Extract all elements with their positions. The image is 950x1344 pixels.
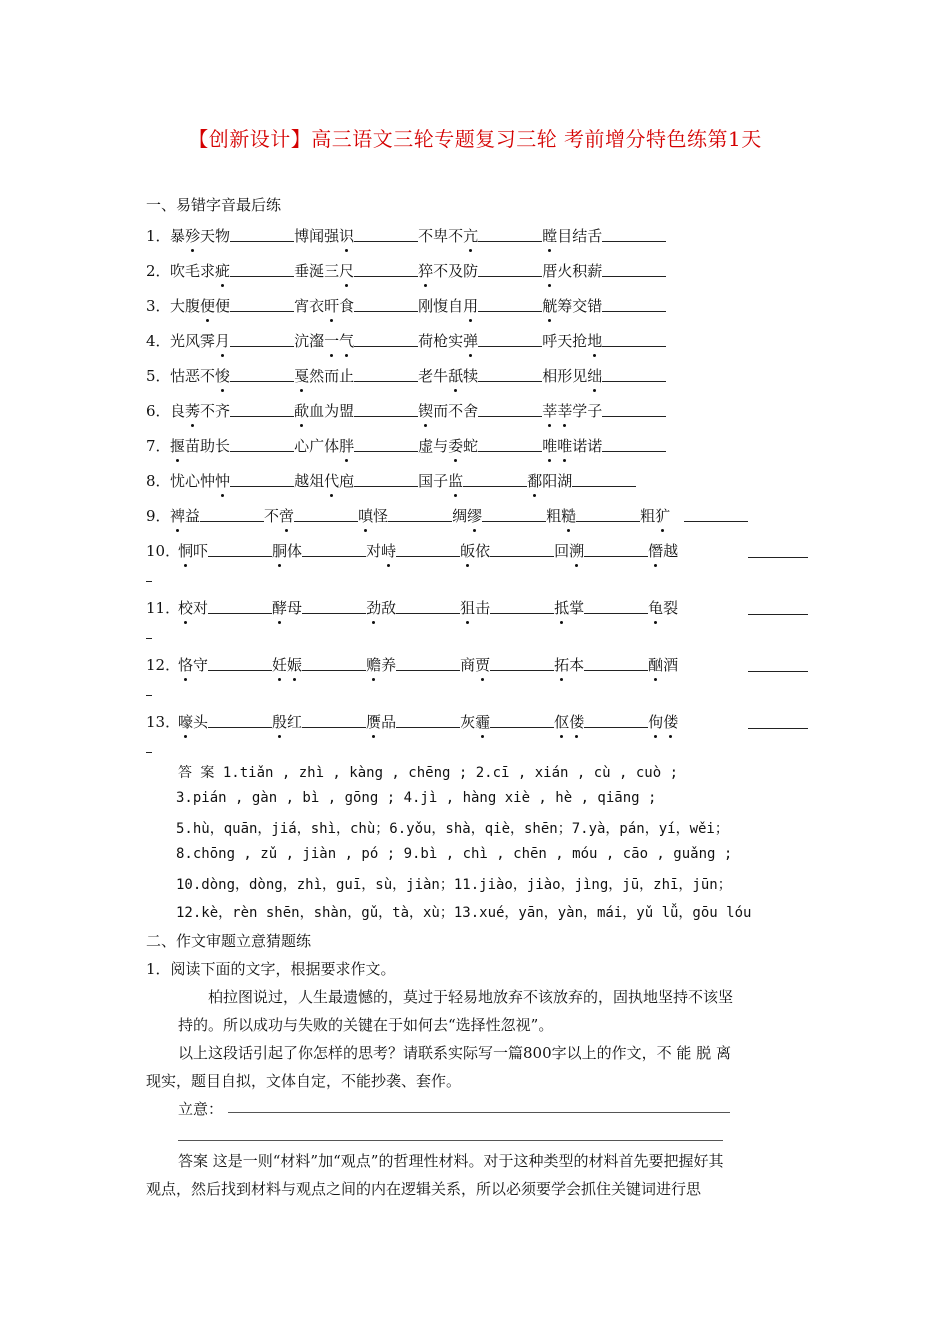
row-number: 11． <box>146 599 181 617</box>
term: 呼天抢地 <box>542 332 603 350</box>
liyi-label: 立意： <box>178 1100 224 1118</box>
term: 觥筹交错 <box>542 297 603 315</box>
term: 莘莘学子 <box>542 402 603 420</box>
term: 绸缪 <box>452 507 483 525</box>
row-number: 9． <box>146 507 171 525</box>
section-heading-1: 一、易错字音最后练 <box>146 196 282 214</box>
answer-blank[interactable] <box>602 380 666 382</box>
question-row-2 <box>146 257 666 281</box>
term: 胴体 <box>272 542 303 560</box>
term: 龟裂 <box>648 599 679 617</box>
question-row-5 <box>146 362 666 386</box>
answer-blank[interactable] <box>478 275 542 277</box>
answer-blank[interactable] <box>396 726 460 728</box>
answer-blank[interactable] <box>478 380 542 382</box>
prompt-line-1: 以上这段话引起了你怎样的思考？请联系实际写一篇800字以上的作文，不 能 脱 离 <box>178 1044 731 1062</box>
term: 吹毛求疵 <box>170 262 231 280</box>
answer-2-line-1: 答案 这是一则“材料”加“观点”的哲理性材料。对于这种类型的材料首先要把握好其 <box>178 1152 724 1170</box>
answer-blank[interactable] <box>602 450 666 452</box>
liyi-answer-line-2[interactable] <box>178 1140 723 1141</box>
answer-blank[interactable] <box>354 275 418 277</box>
answer-blank[interactable] <box>396 669 460 671</box>
answer-blank[interactable] <box>200 520 264 522</box>
term: 粗犷 <box>640 507 671 525</box>
answer-blank[interactable] <box>463 485 527 487</box>
row-number: 12． <box>146 656 181 674</box>
answer-line-6: 12.kè，rèn shēn，shàn，gǔ，tà，xù；13.xué，yān，yàn，mái，yǔ lǚ，gōu lóu <box>176 905 752 921</box>
term: 皈依 <box>460 542 491 560</box>
question-row-1 <box>146 222 666 246</box>
answer-blank[interactable] <box>602 415 666 417</box>
row-number: 13． <box>146 713 181 731</box>
term: 嚎头 <box>178 713 209 731</box>
answer-blank[interactable] <box>230 310 294 312</box>
question-row-12 <box>146 651 678 675</box>
term: 宵衣旰食 <box>294 297 355 315</box>
term: 殷红 <box>272 713 303 731</box>
term: 抵掌 <box>554 599 585 617</box>
question-row-11 <box>146 594 678 618</box>
answer-blank-continuation <box>146 581 152 582</box>
term: 博闻强识 <box>294 227 355 245</box>
answer-blank[interactable] <box>748 671 808 672</box>
term: 裨益 <box>170 507 201 525</box>
answer-blank[interactable] <box>684 520 748 522</box>
answer-line-3: 5.hù，quān，jiá，shì，chù；6.yǒu，shà，qiè，shēn；7.yà，pán，yí，wěi； <box>176 821 729 837</box>
answer-blank[interactable] <box>302 555 366 557</box>
question-row-3 <box>146 292 666 316</box>
answer-blank[interactable] <box>354 485 418 487</box>
answer-blank-continuation <box>146 695 152 696</box>
answer-blank[interactable] <box>572 485 636 487</box>
term: 刚愎自用 <box>418 297 479 315</box>
answer-blank[interactable] <box>302 612 366 614</box>
answer-blank[interactable] <box>230 240 294 242</box>
answer-2-line-2: 观点，然后找到材料与观点之间的内在逻辑关系，所以必须要学会抓住关键词进行思 <box>146 1180 702 1198</box>
term: 良莠不齐 <box>170 402 231 420</box>
answer-blank[interactable] <box>748 614 808 615</box>
term: 光风霁月 <box>170 332 231 350</box>
question-row-6 <box>146 397 666 421</box>
answer-blank[interactable] <box>478 240 542 242</box>
answer-blank[interactable] <box>388 520 452 522</box>
term: 虚与委蛇 <box>418 437 479 455</box>
row-number: 1． <box>146 227 171 245</box>
answer-blank[interactable] <box>602 310 666 312</box>
answer-blank[interactable] <box>230 415 294 417</box>
term: 赝品 <box>366 713 397 731</box>
answer-blank[interactable] <box>208 612 272 614</box>
question-row-10 <box>146 537 678 561</box>
term: 戛然而止 <box>294 367 355 385</box>
term: 回溯 <box>554 542 585 560</box>
term: 猝不及防 <box>418 262 479 280</box>
answer-blank[interactable] <box>354 380 418 382</box>
row-number: 3． <box>146 297 171 315</box>
section-heading-2: 二、作文审题立意猜题练 <box>146 932 312 950</box>
answer-blank[interactable] <box>490 612 554 614</box>
row-number: 6． <box>146 402 171 420</box>
term: 酗酒 <box>648 656 679 674</box>
term: 酵母 <box>272 599 303 617</box>
question-row-7 <box>146 432 666 456</box>
answer-blank[interactable] <box>230 450 294 452</box>
term: 僭越 <box>648 542 679 560</box>
answer-blank[interactable] <box>602 275 666 277</box>
page-title: 【创新设计】高三语文三轮专题复习三轮 考前增分特色练第1天 <box>188 127 762 151</box>
term: 怙恶不悛 <box>170 367 231 385</box>
term: 歃血为盟 <box>294 402 355 420</box>
term: 赡养 <box>366 656 397 674</box>
answer-blank[interactable] <box>230 345 294 347</box>
answer-blank[interactable] <box>584 726 648 728</box>
answer-blank[interactable] <box>354 415 418 417</box>
term: 不啻 <box>264 507 295 525</box>
material-line-2: 持的。所以成功与失败的关键在于如何去“选择性忽视”。 <box>178 1016 554 1034</box>
answer-blank[interactable] <box>490 726 554 728</box>
term: 厝火积薪 <box>542 262 603 280</box>
term: 老牛舐犊 <box>418 367 479 385</box>
answer-blank[interactable] <box>490 669 554 671</box>
term: 鄱阳湖 <box>527 472 573 490</box>
answer-blank[interactable] <box>490 555 554 557</box>
answer-blank[interactable] <box>354 240 418 242</box>
answer-blank[interactable] <box>478 310 542 312</box>
answer-blank[interactable] <box>354 310 418 312</box>
term: 对峙 <box>366 542 397 560</box>
term: 佝偻 <box>648 713 679 731</box>
answer-blank[interactable] <box>230 485 294 487</box>
question-row-9 <box>146 502 748 526</box>
term: 妊娠 <box>272 656 303 674</box>
answer-blank[interactable] <box>584 555 648 557</box>
answer-line-1: 答 案 1.tiǎn , zhì , kàng , chēng ; 2.cī , xián , cù , cuò ; <box>178 765 679 781</box>
answer-blank[interactable] <box>230 275 294 277</box>
term: 国子监 <box>418 472 464 490</box>
term: 垂涎三尺 <box>294 262 355 280</box>
answer-blank[interactable] <box>478 345 542 347</box>
answer-blank[interactable] <box>294 520 358 522</box>
answer-line-5: 10.dòng，dòng，zhì，guī，sù，jiàn；11.jiào，jiào，jìng，jū，zhī，jūn； <box>176 877 732 893</box>
answer-blank[interactable] <box>748 557 808 558</box>
answer-blank[interactable] <box>576 520 640 522</box>
term: 恪守 <box>178 656 209 674</box>
answer-blank[interactable] <box>354 345 418 347</box>
answer-blank[interactable] <box>602 345 666 347</box>
row-number: 8． <box>146 472 171 490</box>
term: 忧心忡忡 <box>170 472 231 490</box>
answer-blank[interactable] <box>602 240 666 242</box>
answer-line-4: 8.chōng , zǔ , jiàn , pó ; 9.bì , chì , chēn , móu , cāo , guǎng ; <box>176 846 733 862</box>
term: 不卑不亢 <box>418 227 479 245</box>
term: 拓本 <box>554 656 585 674</box>
answer-blank[interactable] <box>208 669 272 671</box>
answer-blank[interactable] <box>302 669 366 671</box>
answer-blank[interactable] <box>354 450 418 452</box>
term: 瞠目结舌 <box>542 227 603 245</box>
question-row-4 <box>146 327 666 351</box>
answer-blank[interactable] <box>208 726 272 728</box>
row-number: 4． <box>146 332 171 350</box>
answer-blank[interactable] <box>302 726 366 728</box>
term: 灰霾 <box>460 713 491 731</box>
answer-blank[interactable] <box>230 380 294 382</box>
term: 越俎代庖 <box>294 472 355 490</box>
term: 心广体胖 <box>294 437 355 455</box>
row-number: 10． <box>146 542 181 560</box>
answer-blank[interactable] <box>748 728 808 729</box>
term: 粗糙 <box>546 507 577 525</box>
liyi-answer-line-1[interactable] <box>228 1112 730 1113</box>
term: 狙击 <box>460 599 491 617</box>
term: 大腹便便 <box>170 297 231 315</box>
term: 暴殄天物 <box>170 227 231 245</box>
question-row-8 <box>146 467 636 491</box>
term: 恫吓 <box>178 542 209 560</box>
material-line-1: 柏拉图说过，人生最遗憾的，莫过于轻易地放弃不该放弃的，固执地坚持不该坚 <box>208 988 734 1006</box>
term: 唯唯诺诺 <box>542 437 603 455</box>
answer-blank[interactable] <box>478 450 542 452</box>
row-number: 5． <box>146 367 171 385</box>
answer-blank-continuation <box>146 752 152 753</box>
term: 揠苗助长 <box>170 437 231 455</box>
term: 沆瀣一气 <box>294 332 355 350</box>
answer-blank[interactable] <box>396 555 460 557</box>
term: 商贾 <box>460 656 491 674</box>
answer-blank-continuation <box>146 638 152 639</box>
row-number: 2． <box>146 262 171 280</box>
prompt-line-2: 现实，题目自拟，文体自定，不能抄袭、套作。 <box>146 1072 462 1090</box>
term: 荷枪实弹 <box>418 332 479 350</box>
question-row-13 <box>146 708 678 732</box>
term: 锲而不舍 <box>418 402 479 420</box>
answer-blank[interactable] <box>584 612 648 614</box>
question-1: 1．阅读下面的文字，根据要求作文。 <box>146 960 396 978</box>
term: 校对 <box>178 599 209 617</box>
term: 相形见绌 <box>542 367 603 385</box>
answer-blank[interactable] <box>478 415 542 417</box>
answer-blank[interactable] <box>482 520 546 522</box>
answer-blank[interactable] <box>396 612 460 614</box>
answer-blank[interactable] <box>208 555 272 557</box>
answer-blank[interactable] <box>584 669 648 671</box>
term: 伛偻 <box>554 713 585 731</box>
row-number: 7． <box>146 437 171 455</box>
term: 嗔怪 <box>358 507 389 525</box>
answer-line-2: 3.pián , gàn , bì , gōng ; 4.jì , hàng xiè , hè , qiāng ; <box>176 790 657 806</box>
term: 劲敌 <box>366 599 397 617</box>
